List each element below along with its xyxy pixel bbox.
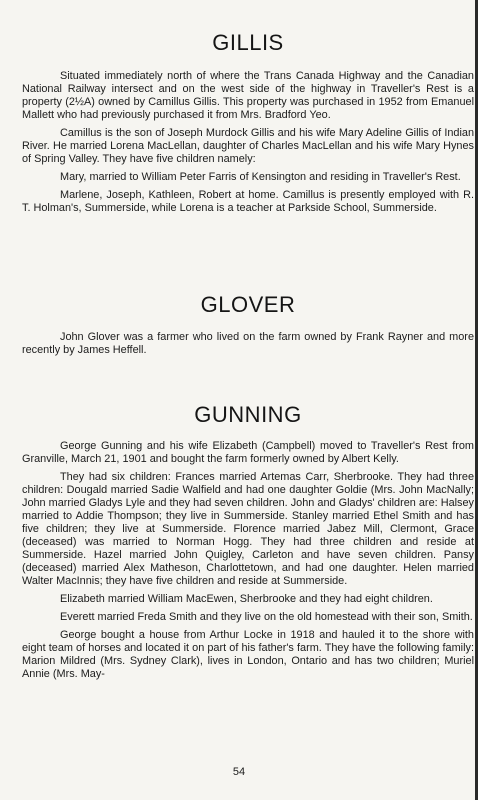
paragraph: They had six children: Frances married Artemas Carr, Sherbrooke. They had three children: Dougald married Sadie Walfield and had one daughter Goldie (Mrs. John MacNally; John married Gladys Lyle and they had seven children. John and Gladys' children are: Halsey married to Addie Thompson; they live in Summerside. Stanley married Ethel Smith and has five children; they live at Summerside. Florence married Jabez Mill, Clermont, Grace (deceased) was married to Norman Hogg. They had three children and reside at Summerside. Hazel married John Quigley, Carleton and have seven children. Pansy (deceased) married Alex Matheson, Charlottetown, and had one daughter. Helen married Walter MacInnis; they have five children and reside at Summerside. [22,471,474,587]
heading-gunning: GUNNING [194,402,302,427]
section-gillis [22,30,474,220]
paragraph: Situated immediately north of where the Trans Canada Highway and the Canadian National Railway intersect and on the west side of the highway in Traveller's Rest is a property (2½A) owned by Camillus Gillis. This property was purchased in 1952 from Emanuel Mallett who had previously purchased it from Mrs. Bradford Yeo. [22,70,474,121]
heading-gillis: GILLIS [212,30,284,55]
paragraph: John Glover was a farmer who lived on the farm owned by Frank Rayner and more recently by James Heffell. [22,331,474,356]
section-glover [22,292,474,362]
paragraph: Elizabeth married William MacEwen, Sherbrooke and they had eight children. [60,593,433,605]
paragraph: Mary, married to William Peter Farris of Kensington and residing in Traveller's Rest. [60,171,461,183]
heading-glover: GLOVER [200,292,296,317]
section-gunning [22,402,474,686]
paragraph: George bought a house from Arthur Locke in 1918 and hauled it to the shore with eight team of horses and located it on part of his father's farm. They have the following family: Marion Mildred (Mrs. Sydney Clark), lives in London, Ontario and has two children; Muriel Annie (Mrs. May- [22,629,474,680]
page-number: 54 [232,766,246,778]
paragraph: George Gunning and his wife Elizabeth (Campbell) moved to Traveller's Rest from Granville, March 21, 1901 and bought the farm formerly owned by Albert Kelly. [22,440,474,465]
paragraph: Camillus is the son of Joseph Murdock Gillis and his wife Mary Adeline Gillis of Indian River. He married Lorena MacLellan, daughter of Charles MacLellan and his wife Mary Hynes of Spring Valley. They have five children namely: [22,127,474,165]
paragraph: Marlene, Joseph, Kathleen, Robert at home. Camillus is presently employed with R. T. Holman's, Summerside, while Lorena is a teacher at Parkside School, Summerside. [22,189,474,214]
paragraph: Everett married Freda Smith and they live on the old homestead with their son, Smith. [60,611,473,623]
